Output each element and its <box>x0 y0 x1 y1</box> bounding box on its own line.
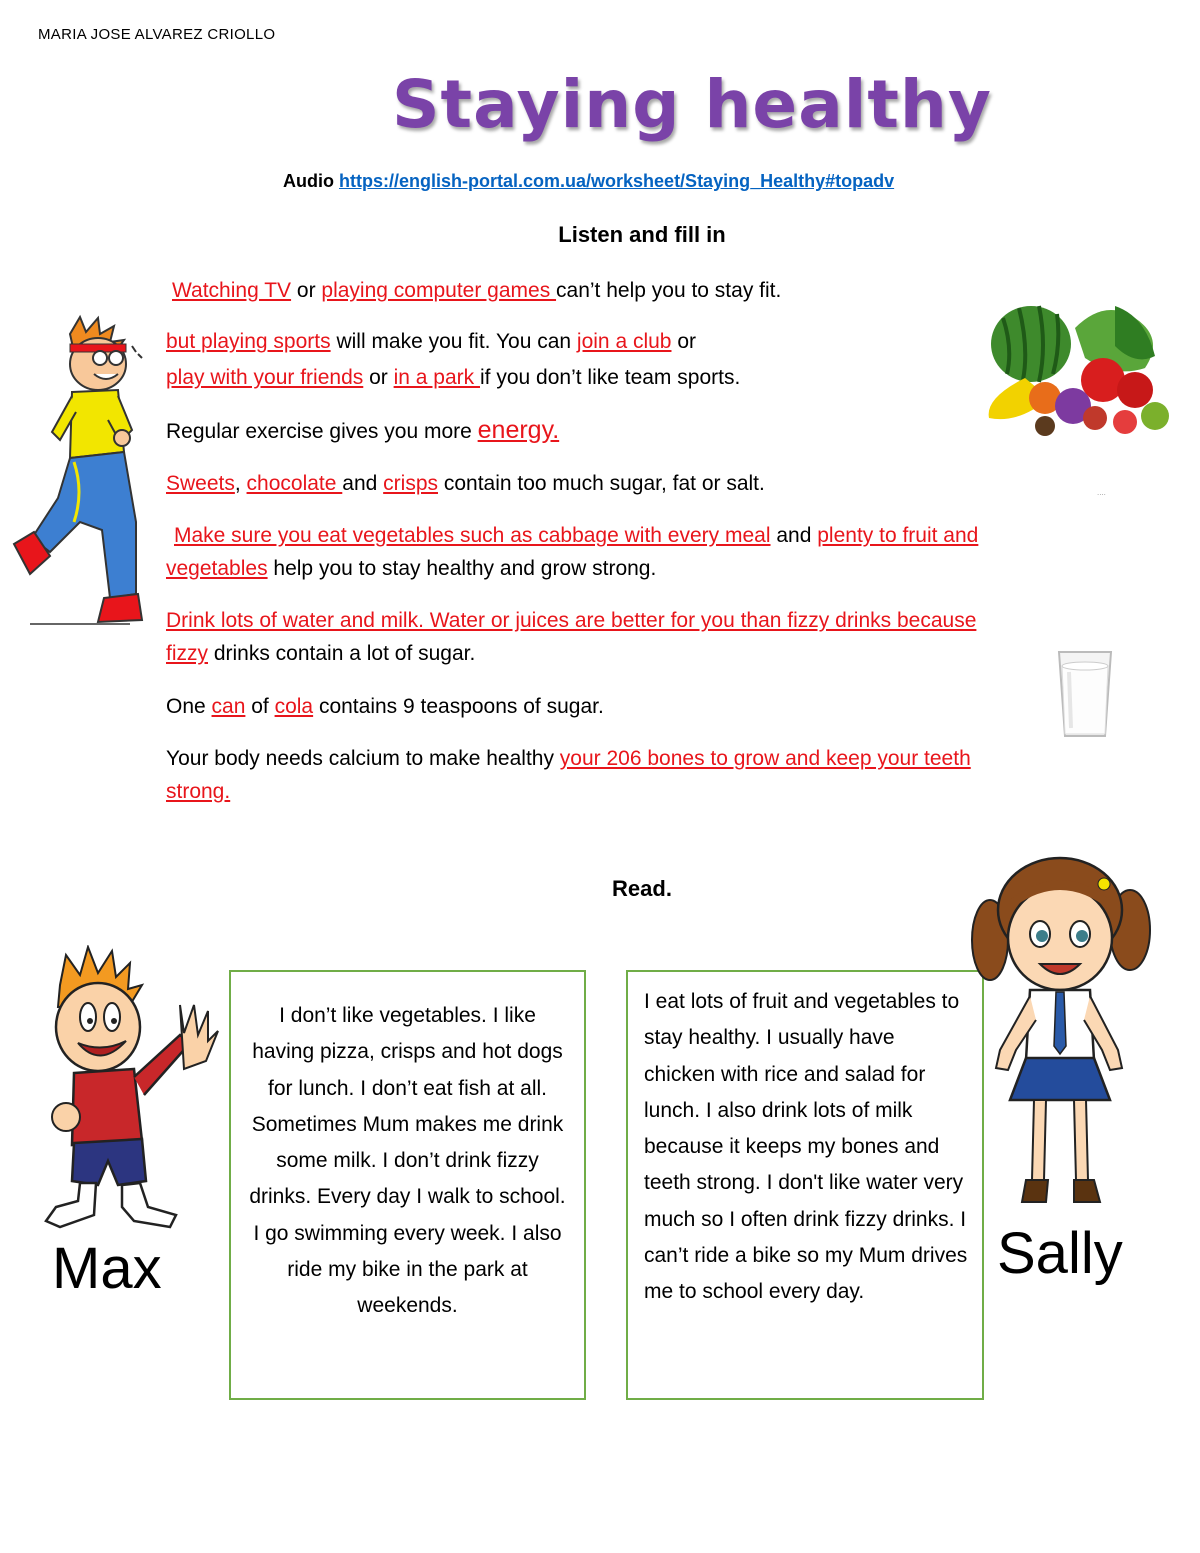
sentence-1 <box>172 274 1157 307</box>
answer-blank[interactable]: strong. <box>166 780 231 803</box>
sally-text-box <box>626 970 984 1400</box>
answer-blank[interactable]: Drink lots of water and milk. Water or juices are better for you than fizzy drinks because <box>166 609 977 632</box>
audio-line <box>283 171 894 192</box>
answer-blank[interactable]: chocolate <box>246 472 343 495</box>
sally-text: I eat lots of fruit and vegetables to stay healthy. I usually have chicken with rice and salad for lunch. I also drink lots of milk because it keeps my bones and teeth strong. I don't like water very much so I often drink fizzy drinks. I can’t ride a bike so my Mum drives me to school every day. <box>644 990 968 1304</box>
max-name: Max <box>52 1236 162 1301</box>
decor-dots: .... <box>1097 488 1106 497</box>
answer-blank[interactable]: playing computer games <box>321 279 557 302</box>
sentence-text: or <box>363 366 394 389</box>
sentence-text: One <box>166 695 212 718</box>
sentence-7a <box>166 604 1151 637</box>
answer-blank[interactable]: Sweets <box>166 472 235 495</box>
sentence-text: and <box>770 524 818 547</box>
sentence-2 <box>166 325 1151 358</box>
answer-blank[interactable]: crisps <box>383 472 438 495</box>
sentence-text: drinks contain a lot of sugar. <box>208 642 476 665</box>
answer-blank[interactable]: energy. <box>477 416 560 444</box>
sentence-text: will make you fit. You can <box>330 330 577 353</box>
answer-blank[interactable]: join a club <box>576 330 672 353</box>
sentence-9b <box>166 775 1151 808</box>
answer-blank[interactable]: but playing sports <box>166 330 331 353</box>
sentence-text: contain too much sugar, fat or salt. <box>438 472 765 495</box>
sentence-text: can’t help you to stay fit. <box>556 279 782 302</box>
sentence-text: Your body needs calcium to make healthy <box>166 747 560 770</box>
max-text-box <box>229 970 586 1400</box>
sentence-9a <box>166 742 1151 775</box>
sentence-5 <box>166 467 1151 500</box>
answer-blank[interactable]: play with your friends <box>166 366 364 389</box>
audio-link[interactable]: https://english-portal.com.ua/worksheet/Staying_Healthy#topadv <box>339 171 895 191</box>
sentence-text: of <box>245 695 275 718</box>
answer-blank[interactable]: fizzy <box>166 642 208 665</box>
answer-blank[interactable]: Watching TV <box>172 279 292 302</box>
answer-blank[interactable]: plenty to fruit and <box>817 524 979 547</box>
sentence-7b <box>166 637 1151 670</box>
sentence-text: or <box>291 279 322 302</box>
answer-blank[interactable]: can <box>211 695 246 718</box>
answer-blank[interactable]: Make sure you eat vegetables such as cabbage with every meal <box>174 524 771 547</box>
max-illustration <box>30 945 230 1245</box>
max-text: I don’t like vegetables. I like having pizza, crisps and hot dogs for lunch. I don’t eat fish at all. Sometimes Mum makes me drink some milk. I don’t drink fizzy drinks. Every day I walk to school. I go swimming every week. I also ride my bike in the park at weekends. <box>249 1004 566 1318</box>
answer-blank[interactable]: your 206 bones to grow and keep your teeth <box>559 747 971 770</box>
sentence-text: if you don’t like team sports. <box>480 366 741 389</box>
answer-blank[interactable]: in a park <box>393 366 480 389</box>
sentence-6b <box>166 552 1151 585</box>
sally-name: Sally <box>997 1221 1123 1286</box>
student-name: MARIA JOSE ALVAREZ CRIOLLO <box>38 26 276 43</box>
sentence-text: help you to stay healthy and grow strong. <box>267 557 657 580</box>
listen-heading: Listen and fill in <box>558 222 726 247</box>
sentence-3 <box>166 361 1151 394</box>
sentence-text: , <box>234 472 247 495</box>
page-title: Staying healthy <box>392 66 992 143</box>
runner-illustration <box>10 312 145 632</box>
sentence-text: or <box>671 330 696 353</box>
answer-blank[interactable]: vegetables <box>166 557 268 580</box>
sentence-8 <box>166 690 1151 723</box>
sentence-text: and <box>342 472 384 495</box>
audio-label: Audio <box>283 171 334 191</box>
sally-illustration <box>970 850 1160 1220</box>
read-heading: Read. <box>612 876 672 901</box>
sentence-text: contains 9 teaspoons of sugar. <box>313 695 604 718</box>
answer-blank[interactable]: cola <box>274 695 314 718</box>
sentence-text: Regular exercise gives you more <box>166 420 478 443</box>
sentence-4 <box>166 414 1151 448</box>
sentence-6a <box>174 519 1159 552</box>
